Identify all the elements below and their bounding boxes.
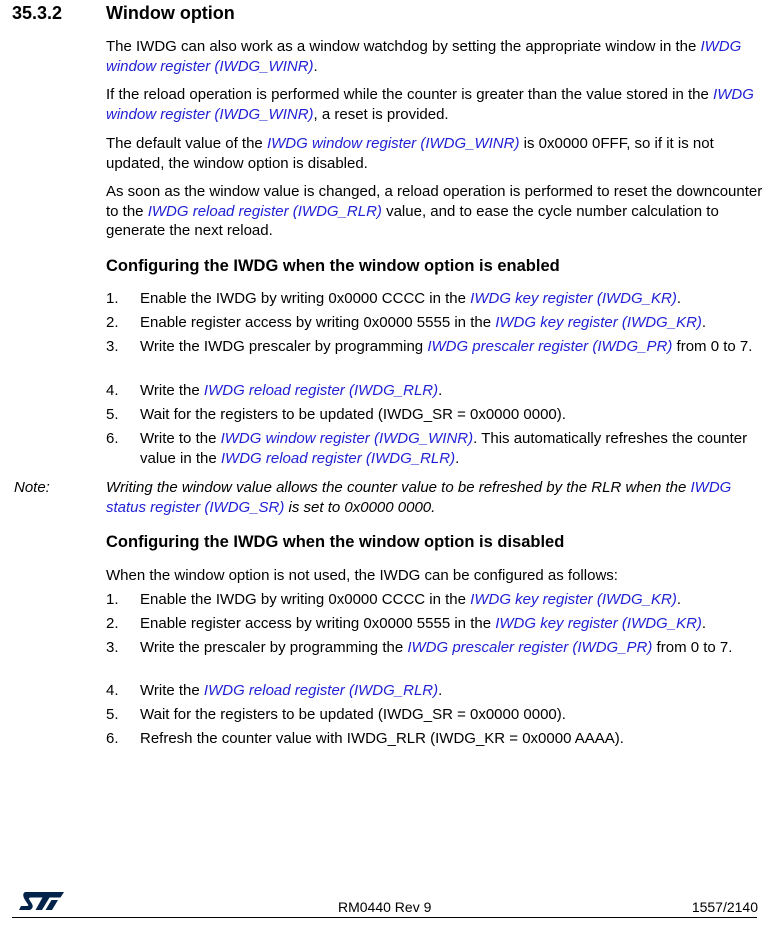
list-item-number: 2. [106, 615, 119, 632]
link-iwdg-kr[interactable]: IWDG key register (IWDG_KR) [495, 314, 702, 331]
list-item: Enable register access by writing 0x0000 5555 in the IWDG key register (IWDG_KR). [140, 314, 707, 331]
link-iwdg-kr[interactable]: IWDG key register (IWDG_KR) [470, 591, 677, 608]
subheading-window-enabled: Configuring the IWDG when the window option is enabled [106, 257, 560, 275]
list-item: Wait for the registers to be updated (IWDG_SR = 0x0000 0000). [140, 406, 566, 423]
document-id: RM0440 Rev 9 [338, 899, 432, 915]
list-item-number: 4. [106, 382, 119, 399]
list-item: Enable the IWDG by writing 0x0000 CCCC in the IWDG key register (IWDG_KR). [140, 591, 682, 608]
footer-divider [12, 917, 757, 918]
list-item: Refresh the counter value with IWDG_RLR (IWDG_KR = 0x0000 AAAA). [140, 730, 624, 747]
list-item: Write the IWDG reload register (IWDG_RLR). [140, 382, 443, 399]
link-iwdg-rlr[interactable]: IWDG reload register (IWDG_RLR) [147, 202, 382, 220]
subheading-window-disabled: Configuring the IWDG when the window option is disabled [106, 533, 565, 551]
list-item-number: 1. [106, 591, 119, 608]
link-iwdg-winr[interactable]: IWDG window register (IWDG_WINR) [106, 38, 742, 75]
link-iwdg-pr[interactable]: IWDG prescaler register (IWDG_PR) [427, 338, 673, 355]
link-iwdg-rlr[interactable]: IWDG reload register (IWDG_RLR) [203, 382, 439, 399]
paragraph: The IWDG can also work as a window watchdog by setting the appropriate window in the IWDG window register (IWDG_WINR). [106, 38, 742, 75]
list-item: Enable the IWDG by writing 0x0000 CCCC in the IWDG key register (IWDG_KR). [140, 290, 682, 307]
list-item-number: 6. [106, 430, 119, 447]
list-item-number: 5. [106, 406, 119, 423]
link-iwdg-winr[interactable]: IWDG window register (IWDG_WINR) [106, 86, 754, 123]
st-logo-icon [18, 890, 66, 917]
paragraph: If the reload operation is performed while the counter is greater than the value stored in the IWDG window register (IWDG_WINR), a reset is provided. [106, 86, 754, 123]
note-text: Writing the window value allows the counter value to be refreshed by the RLR when the IWDG status register (IWDG_SR) is set to 0x0000 0000. [106, 479, 732, 516]
link-iwdg-rlr[interactable]: IWDG reload register (IWDG_RLR) [203, 682, 439, 699]
list-item: Write to the IWDG window register (IWDG_WINR). This automatically refreshes the counter value in the IWDG reload register (IWDG_RLR). [140, 430, 748, 467]
note-label: Note: [14, 479, 50, 496]
list-item: Write the IWDG reload register (IWDG_RLR). [140, 682, 443, 699]
paragraph: When the window option is not used, the IWDG can be configured as follows: [106, 567, 618, 584]
paragraph: The default value of the IWDG window register (IWDG_WINR) is 0x0000 0FFF, so if it is not updated, the window option is disabled. [106, 135, 714, 172]
list-item-number: 5. [106, 706, 119, 723]
list-item: Wait for the registers to be updated (IWDG_SR = 0x0000 0000). [140, 706, 566, 723]
link-iwdg-kr[interactable]: IWDG key register (IWDG_KR) [495, 615, 702, 632]
section-number: 35.3.2 [12, 3, 63, 23]
list-item-number: 3. [106, 639, 119, 656]
list-item: Write the prescaler by programming the IWDG prescaler register (IWDG_PR) from 0 to 7. [140, 639, 733, 656]
link-iwdg-sr[interactable]: IWDG status register (IWDG_SR) [106, 479, 732, 516]
list-item: Enable register access by writing 0x0000 5555 in the IWDG key register (IWDG_KR). [140, 615, 707, 632]
section-title: Window option [106, 3, 235, 23]
link-iwdg-winr[interactable]: IWDG window register (IWDG_WINR) [220, 430, 474, 447]
link-iwdg-winr[interactable]: IWDG window register (IWDG_WINR) [266, 135, 520, 152]
list-item: Write the IWDG prescaler by programming IWDG prescaler register (IWDG_PR) from 0 to 7. [140, 338, 753, 355]
link-iwdg-rlr[interactable]: IWDG reload register (IWDG_RLR) [220, 449, 456, 467]
list-item-number: 1. [106, 290, 119, 307]
list-item-number: 3. [106, 338, 119, 355]
link-iwdg-pr[interactable]: IWDG prescaler register (IWDG_PR) [407, 639, 653, 656]
link-iwdg-kr[interactable]: IWDG key register (IWDG_KR) [470, 290, 677, 307]
list-item-number: 6. [106, 730, 119, 747]
paragraph: As soon as the window value is changed, a reload operation is performed to reset the downcounter to the IWDG reload register (IWDG_RLR) value, and to ease the cycle number calculation to generate the next reload. [106, 183, 763, 239]
page-number: 1557/2140 [691, 899, 758, 915]
list-item-number: 4. [106, 682, 119, 699]
list-item-number: 2. [106, 314, 119, 331]
